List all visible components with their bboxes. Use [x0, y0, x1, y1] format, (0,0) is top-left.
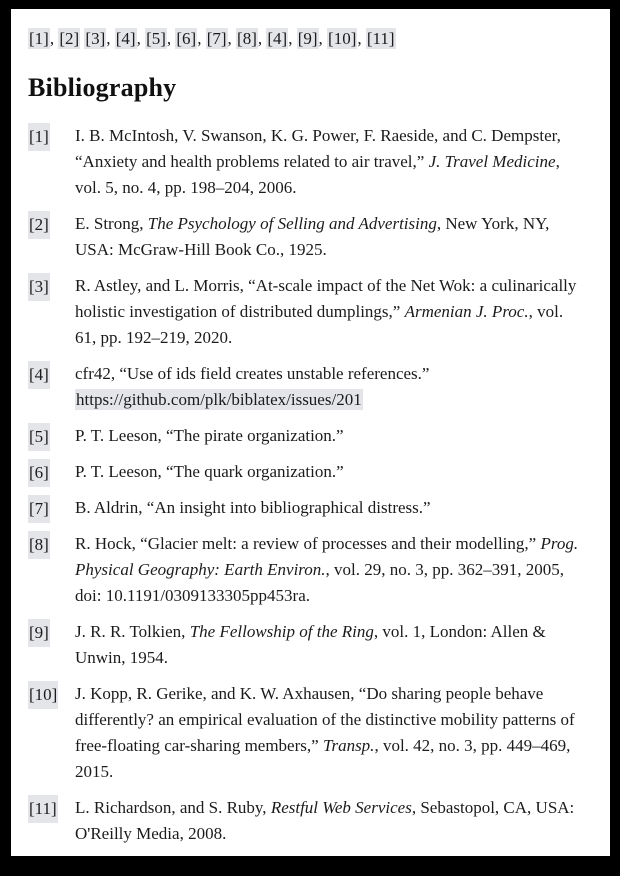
bib-entry-text: [75, 795, 586, 847]
entry-text-segment: P. T. Leeson, “The pirate organization.”: [75, 426, 344, 445]
citation-separator: ,: [106, 29, 115, 48]
citation-ref[interactable]: [6]: [176, 29, 197, 48]
citation-ref[interactable]: [4]: [115, 29, 136, 48]
bib-entry-text: [75, 459, 586, 485]
citation-separator: ,: [197, 29, 206, 48]
bib-entry: [28, 423, 586, 449]
citation-ref[interactable]: [7]: [206, 29, 227, 48]
citation-separator: ,: [357, 29, 366, 48]
bib-entry-label[interactable]: [1]: [28, 123, 50, 151]
citation-separator: ,: [288, 29, 297, 48]
bib-entry: [28, 361, 586, 413]
citation-separator: ,: [227, 29, 237, 48]
bib-entry-label[interactable]: [10]: [28, 681, 58, 709]
entry-text-segment: P. T. Leeson, “The quark organization.”: [75, 462, 344, 481]
bib-entry-text: [75, 361, 586, 413]
bib-entry-text: [75, 619, 586, 671]
entry-text-segment: , vol. 1, London: Allen & Unwin, 1954.: [75, 622, 546, 667]
bib-entry-label[interactable]: [7]: [28, 495, 50, 523]
bib-entry-text: [75, 273, 586, 351]
citation-ref[interactable]: [3]: [85, 29, 106, 48]
entry-text-segment: , Sebastopol, CA, USA: O'Reilly Media, 2008.: [75, 798, 575, 843]
entry-text-segment: cfr42, “Use of ids field creates unstable references.”: [75, 364, 430, 383]
bib-entry: [28, 211, 586, 263]
citation-separator: ,: [49, 29, 59, 48]
bib-entry-label[interactable]: [3]: [28, 273, 50, 301]
bib-entry-label[interactable]: [8]: [28, 531, 50, 559]
bib-entry-label[interactable]: [2]: [28, 211, 50, 239]
citation-ref[interactable]: [5]: [146, 29, 166, 48]
bib-entry-label[interactable]: [5]: [28, 423, 50, 451]
bib-entry: [28, 681, 586, 785]
bib-entry-text: [75, 123, 586, 201]
bib-entry: [28, 495, 586, 521]
citation-ref[interactable]: [9]: [297, 29, 318, 48]
bib-entry-label[interactable]: [6]: [28, 459, 50, 487]
entry-text-segment: B. Aldrin, “An insight into bibliographical distress.”: [75, 498, 431, 517]
citation-separator: ,: [257, 29, 267, 48]
entry-text-segment: J. Kopp, R. Gerike, and K. W. Axhausen, “Do sharing people behave differently? an empirical evaluation of the distinctive mobility patterns of free-floating car-sharing members,”: [75, 684, 575, 755]
citation-ref[interactable]: [2]: [59, 29, 80, 48]
citation-ref[interactable]: [1]: [29, 29, 49, 48]
entry-title-italic: The Psychology of Selling and Advertising: [147, 214, 437, 233]
citation-ref[interactable]: [10]: [328, 29, 357, 48]
entry-text-segment: I. B. McIntosh, V. Swanson, K. G. Power, F. Raeside, and C. Dempster, “Anxiety and health problems related to air travel,”: [75, 126, 561, 171]
citation-ref[interactable]: [8]: [237, 29, 257, 48]
bib-entry: [28, 619, 586, 671]
citation-separator: ,: [318, 29, 328, 48]
bib-entry-text: [75, 681, 586, 785]
bib-entry: [28, 795, 586, 847]
entry-text-segment: J. R. R. Tolkien,: [75, 622, 190, 641]
bib-entry: [28, 459, 586, 485]
citation-separator: ,: [136, 29, 146, 48]
citation-ref[interactable]: [4]: [267, 29, 288, 48]
entry-title-italic: Prog. Physical Geography: Earth Environ.: [75, 534, 579, 579]
entry-text-segment: , vol. 5, no. 4, pp. 198–204, 2006.: [75, 152, 560, 197]
entry-url-link[interactable]: https://github.com/plk/biblatex/issues/201: [76, 390, 362, 409]
entry-title-italic: Restful Web Services: [270, 798, 412, 817]
entry-text-segment: R. Astley, and L. Morris, “At-scale impact of the Net Wok: a culinarically holistic investigation of distributed dumplings,”: [75, 276, 577, 321]
entry-text-segment: R. Hock, “Glacier melt: a review of processes and their modelling,”: [75, 534, 541, 553]
entry-text-segment: , vol. 61, pp. 192–219, 2020.: [75, 302, 564, 347]
bib-entry-label[interactable]: [4]: [28, 361, 50, 389]
bib-entry-text: [75, 211, 586, 263]
bib-entry: [28, 123, 586, 201]
entry-title-italic: Armenian J. Proc.: [404, 302, 529, 321]
entry-text-segment: , vol. 42, no. 3, pp. 449–469, 2015.: [75, 736, 571, 781]
bib-entry: [28, 273, 586, 351]
bib-entry: [28, 531, 586, 609]
entry-text-segment: , vol. 29, no. 3, pp. 362–391, 2005, doi: 10.1191/0309133305pp453ra.: [75, 560, 565, 605]
entry-text-segment: E. Strong,: [75, 214, 148, 233]
entry-title-italic: Transp.: [322, 736, 375, 755]
entry-text-segment: L. Richardson, and S. Ruby,: [75, 798, 271, 817]
document-page: [11, 9, 610, 856]
bibliography-list: [28, 123, 586, 847]
bib-entry-text: [75, 423, 586, 449]
entry-title-italic: J. Travel Medicine: [428, 152, 556, 171]
bibliography-heading: Bibliography: [28, 73, 177, 102]
bib-entry-label[interactable]: [9]: [28, 619, 50, 647]
bib-entry-text: [75, 495, 586, 521]
bib-entry-text: [75, 531, 586, 609]
citation-line: [28, 26, 586, 52]
citation-separator: ,: [166, 29, 176, 48]
entry-text-segment: , New York, NY, USA: McGraw-Hill Book Co., 1925.: [75, 214, 550, 259]
bib-entry-label[interactable]: [11]: [28, 795, 58, 823]
entry-title-italic: The Fellowship of the Ring: [189, 622, 374, 641]
citation-ref[interactable]: [11]: [366, 29, 395, 48]
